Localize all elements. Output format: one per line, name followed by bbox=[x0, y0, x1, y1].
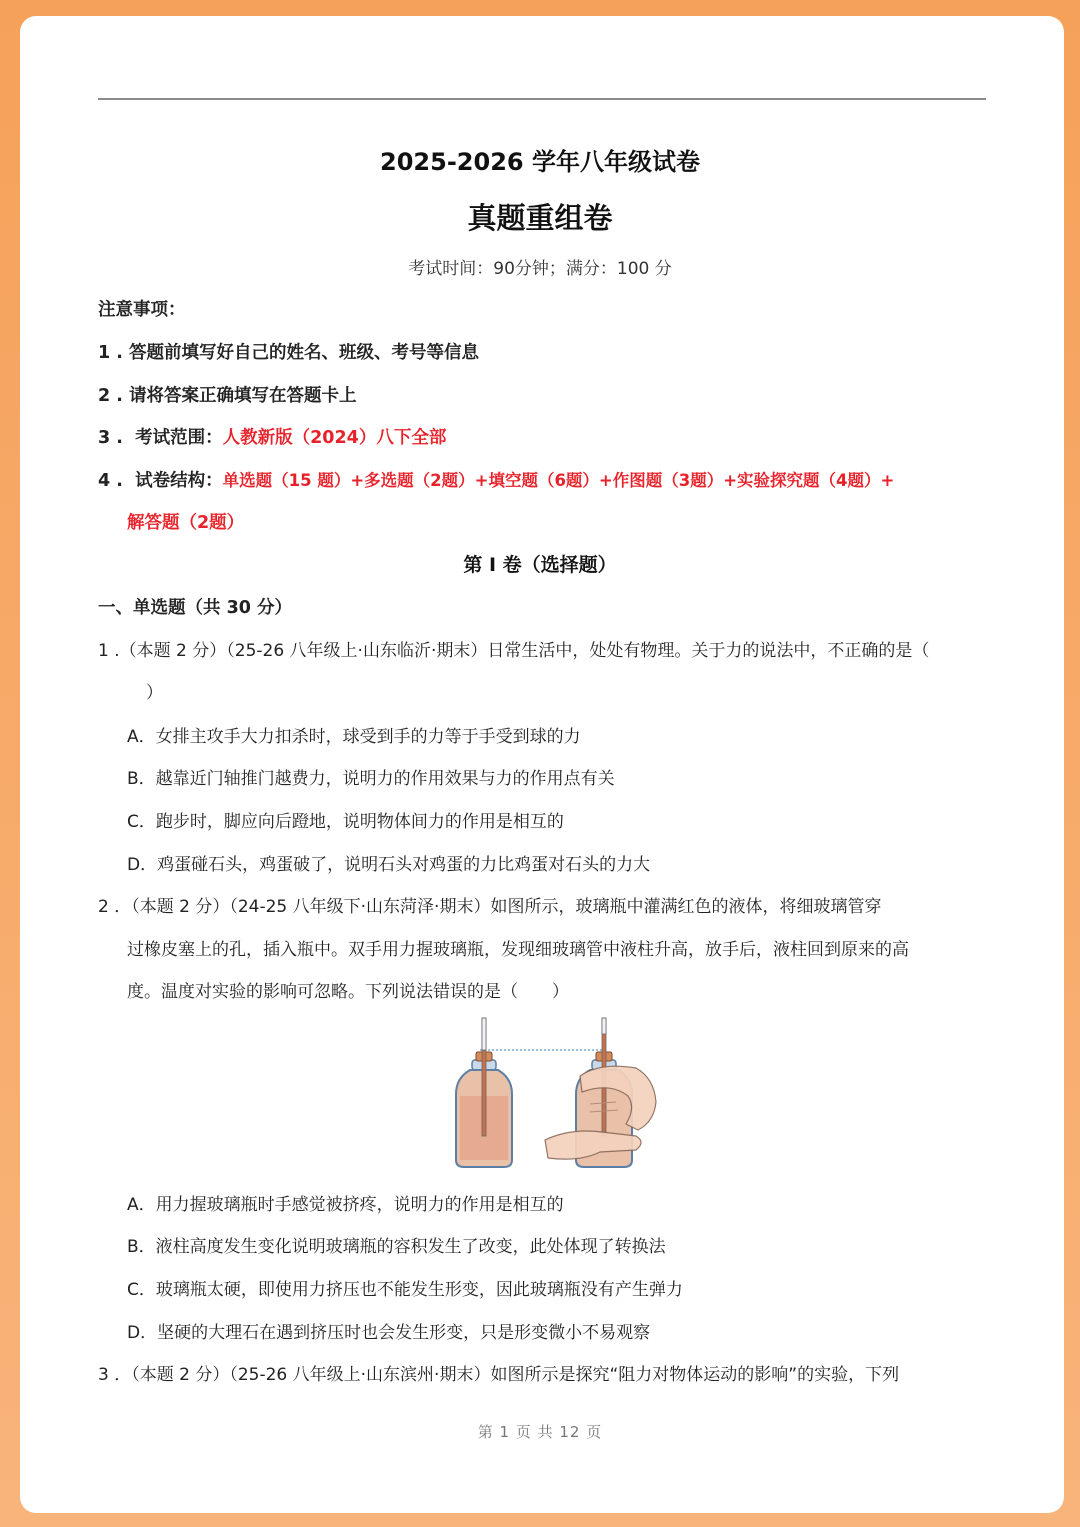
question-2-option-b: B．液柱高度发生变化说明玻璃瓶的容积发生了改变，此处体现了转换法 bbox=[127, 1237, 666, 1257]
section-title: 第 Ⅰ 卷（选择题） bbox=[463, 554, 617, 576]
question-1-option-b: B．越靠近门轴推门越费力，说明力的作用效果与力的作用点有关 bbox=[127, 769, 615, 789]
note-num: 3 . bbox=[98, 428, 123, 448]
note-label: 考试范围： bbox=[135, 428, 223, 448]
exam-structure-cont: 解答题（2题） bbox=[127, 513, 245, 533]
note-num: 2 . bbox=[98, 386, 123, 406]
question-2-option-c: C．玻璃瓶太硬，即使用力挤压也不能发生形变，因此玻璃瓶没有产生弹力 bbox=[127, 1280, 683, 1300]
note-item-3 bbox=[98, 424, 446, 449]
note-text: 答题前填写好自己的姓名、班级、考号等信息 bbox=[129, 343, 480, 363]
exam-scope: 人教新版（2024）八下全部 bbox=[222, 428, 447, 448]
question-1-option-a: A．女排主攻手大力扣杀时，球受到手的力等于手受到球的力 bbox=[127, 727, 581, 747]
question-3-line-1: 3 ．（本题 2 分）（25-26 八年级上·山东滨州·期末）如图所示是探究“阻力对物体运动的影响”的实验，下列 bbox=[98, 1365, 900, 1385]
header-rule bbox=[98, 98, 986, 100]
question-1-option-c: C．跑步时，脚应向后蹬地，说明物体间力的作用是相互的 bbox=[127, 812, 564, 832]
exam-title: 2025-2026 学年八年级试卷 bbox=[380, 148, 700, 176]
exam-structure: 单选题（15 题）+多选题（2题）+填空题（6题）+作图题（3题）+实验探究题（4题）+ bbox=[222, 471, 895, 490]
question-2-option-a: A．用力握玻璃瓶时手感觉被挤疼，说明力的作用是相互的 bbox=[127, 1195, 564, 1215]
note-text: 请将答案正确填写在答题卡上 bbox=[129, 386, 357, 406]
question-2-option-d: D．坚硬的大理石在遇到挤压时也会发生形变，只是形变微小不易观察 bbox=[127, 1323, 651, 1343]
note-num: 4 . bbox=[98, 471, 123, 491]
note-item-4 bbox=[98, 467, 894, 492]
exam-subtitle: 真题重组卷 bbox=[467, 201, 613, 235]
question-1-line-2: ） bbox=[146, 683, 163, 703]
bottle-left bbox=[456, 1018, 512, 1167]
exam-info: 考试时间：90分钟；满分：100 分 bbox=[408, 259, 672, 279]
note-item-1 bbox=[98, 339, 479, 364]
note-item-2 bbox=[98, 382, 357, 407]
note-label: 试卷结构： bbox=[135, 471, 223, 491]
question-2-line-1: 2 ．（本题 2 分）（24-25 八年级下·山东菏泽·期末）如图所示，玻璃瓶中灌满红色的液体，将细玻璃管穿 bbox=[98, 897, 882, 917]
note-num: 1 . bbox=[98, 343, 123, 363]
part-heading: 一、单选题（共 30 分） bbox=[98, 598, 293, 618]
question-1-line-1: 1 .（本题 2 分）（25-26 八年级上·山东临沂·期末）日常生活中，处处有物理。关于力的说法中，不正确的是（ bbox=[98, 641, 930, 661]
question-2-line-3: 度。温度对实验的影响可忽略。下列说法错误的是（ ） bbox=[127, 982, 569, 1002]
notes-heading: 注意事项： bbox=[98, 300, 186, 320]
page-footer: 第 1 页 共 12 页 bbox=[477, 1423, 603, 1441]
bottle-squeeze-figure bbox=[440, 1012, 670, 1174]
question-1-option-d: D．鸡蛋碰石头，鸡蛋破了，说明石头对鸡蛋的力比鸡蛋对石头的力大 bbox=[127, 855, 651, 875]
question-2-line-2: 过橡皮塞上的孔，插入瓶中。双手用力握玻璃瓶，发现细玻璃管中液柱升高，放手后，液柱回到原来的高 bbox=[127, 940, 909, 960]
